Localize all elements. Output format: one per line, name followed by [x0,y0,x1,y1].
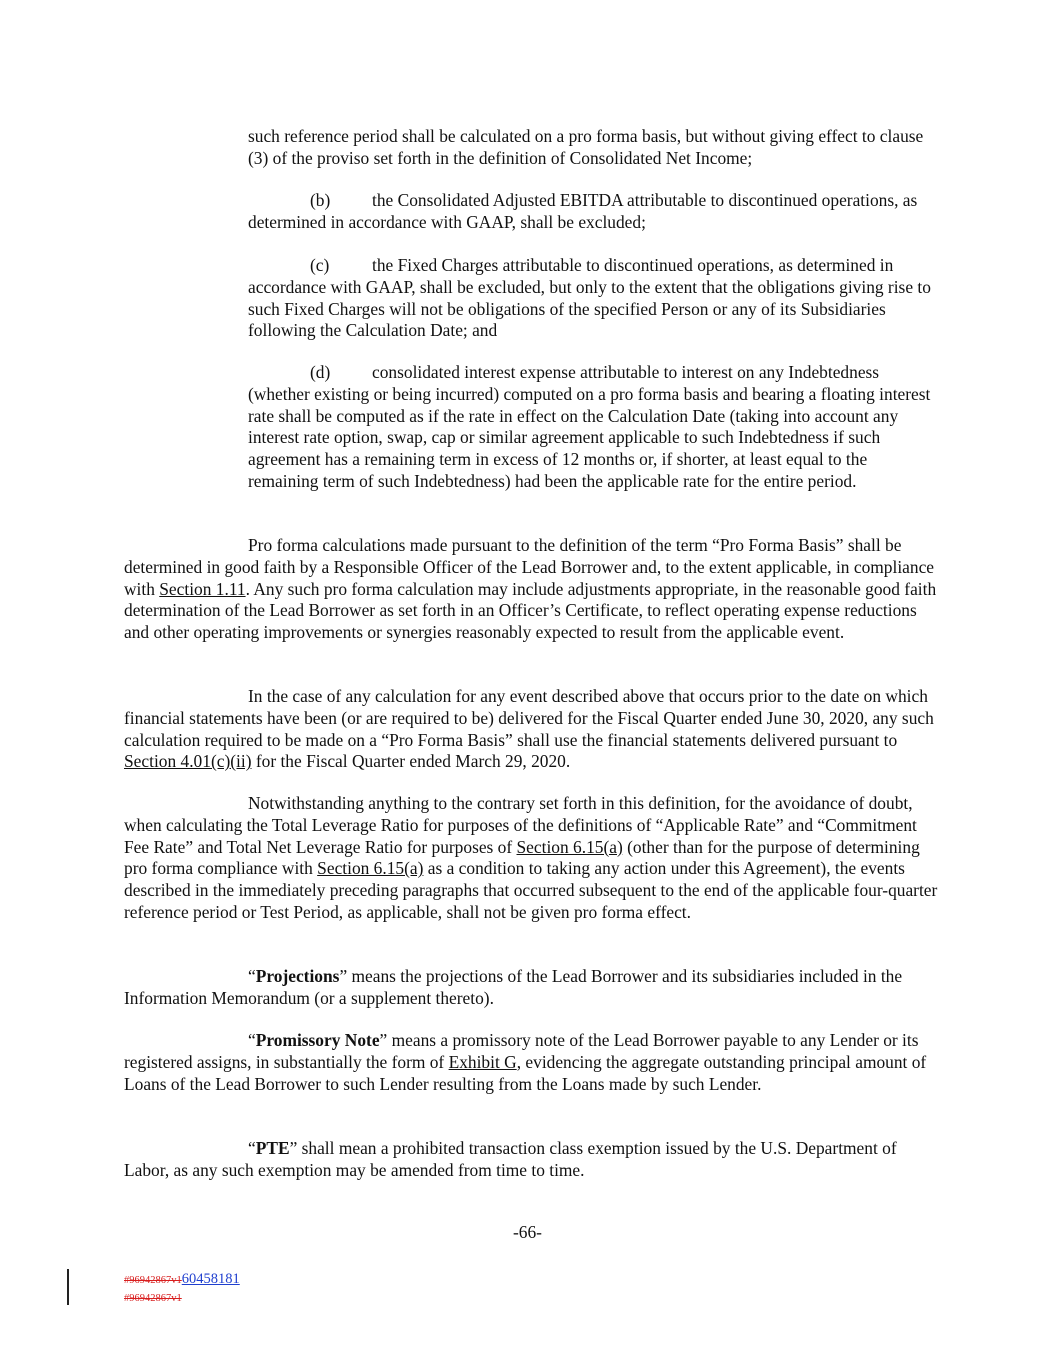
section-reference: Section 6.15(a) [516,836,623,857]
defined-term: Promissory Note [255,1030,380,1050]
section-reference: Section 4.01(c)(ii) [124,751,252,772]
footer-line-1 [124,1271,240,1289]
clause-c [248,255,938,342]
paragraph-continuation: such reference period shall be calculated on a pro forma basis, but without giving effect to clause (3) of the proviso set forth in the definition of Consolidated Net Income; [248,126,924,168]
paragraph-in-the-case: In the case of any calculation for any event described above that occurs prior to the date on which financial statements have been (or are required to be) delivered for the Fiscal Quarter ended June 30, 2020, any such calculation required to be made on a “Pro Forma Basis” shall use the financial statements delivered pursuant to Section 4.01(c)(ii) for the Fiscal Quarter ended March 29, 2020. [124,686,934,772]
exhibit-reference: Exhibit G [448,1051,517,1072]
deleted-doc-id: #96942867v1 [124,1293,182,1304]
clause-text: the Fixed Charges attributable to discontinued operations, as determined in accordance with GAAP, shall be excluded, but only to the extent that the obligations giving rise to such Fixed Charges will not be obligations of the specified Person or any of its Subsidiaries following the Calculation Date; and [248,255,931,341]
clause-label: (d) [310,362,331,382]
clause-text: the Consolidated Adjusted EBITDA attributable to discontinued operations, as determined in accordance with GAAP, shall be excluded; [248,190,918,232]
clause-d [248,362,938,493]
defined-term: Projections [255,966,340,986]
paragraph-pro-forma: Pro forma calculations made pursuant to the definition of the term “Pro Forma Basis” shall be determined in good faith by a Responsible Officer of the Lead Borrower and, to the extent applicable, in compliance with Section 1.11. Any such pro forma calculation may include adjustments appropriate, in the reasonable good faith determination of the Lead Borrower as set forth in an Officer’s Certificate, to reflect operating expense reductions and other operating improvements or synergies reasonably expected to result from the applicable event. [124,535,937,643]
definition-projections: “Projections” means the projections of the Lead Borrower and its subsidiaries included in the Information Memorandum (or a supplement thereto). [124,966,903,1008]
defined-term: PTE [255,1138,290,1158]
page-number: -66- [513,1222,542,1242]
section-reference: Section 1.11 [159,578,246,599]
document-id-footer [124,1271,240,1307]
footer-line-2 [124,1289,240,1307]
definition-promissory-note: “Promissory Note” means a promissory note of the Lead Borrower payable to any Lender or its registered assigns, in substantially the form of Exhibit G, evidencing the aggregate outstanding principal amount of Loans of the Lead Borrower to such Lender resulting from the Loans made by such Lender. [124,1030,927,1094]
definition-pte: “PTE” shall mean a prohibited transaction class exemption issued by the U.S. Department of Labor, as any such exemption may be amended from time to time. [124,1138,897,1180]
clause-text: consolidated interest expense attributable to interest on any Indebtedness (whether existing or being incurred) computed on a pro forma basis and bearing a floating interest rate shall be computed as if the rate in effect on the Calculation Date (taking into account any interest rate option, swap, cap or similar agreement applicable to such Indebtedness if such agreement has a remaining term in excess of 12 months or, if shorter, at least equal to the remaining term of such Indebtedness) had been the applicable rate for the entire period. [248,362,931,491]
inserted-doc-id: 60458181 [181,1271,240,1287]
deleted-doc-id: #96942867v1 [124,1275,182,1286]
clause-label: (b) [310,190,331,210]
paragraph-notwithstanding: Notwithstanding anything to the contrary set forth in this definition, for the avoidance of doubt, when calculating the Total Leverage Ratio for purposes of the definitions of “Applicable Rate” and “Commitment Fee Rate” and Total Net Leverage Ratio for purposes of Section 6.15(a) (other than for the purpose of determining pro forma compliance with Section 6.15(a) as a condition to taking any action under this Agreement), the events described in the immediately preceding paragraphs that occurred subsequent to the end of the applicable four-quarter reference period or Test Period, as applicable, shall not be given pro forma effect. [124,793,938,922]
change-bar [67,1269,69,1305]
clause-label: (c) [310,255,330,275]
clause-b [248,190,938,234]
section-reference: Section 6.15(a) [317,858,424,879]
